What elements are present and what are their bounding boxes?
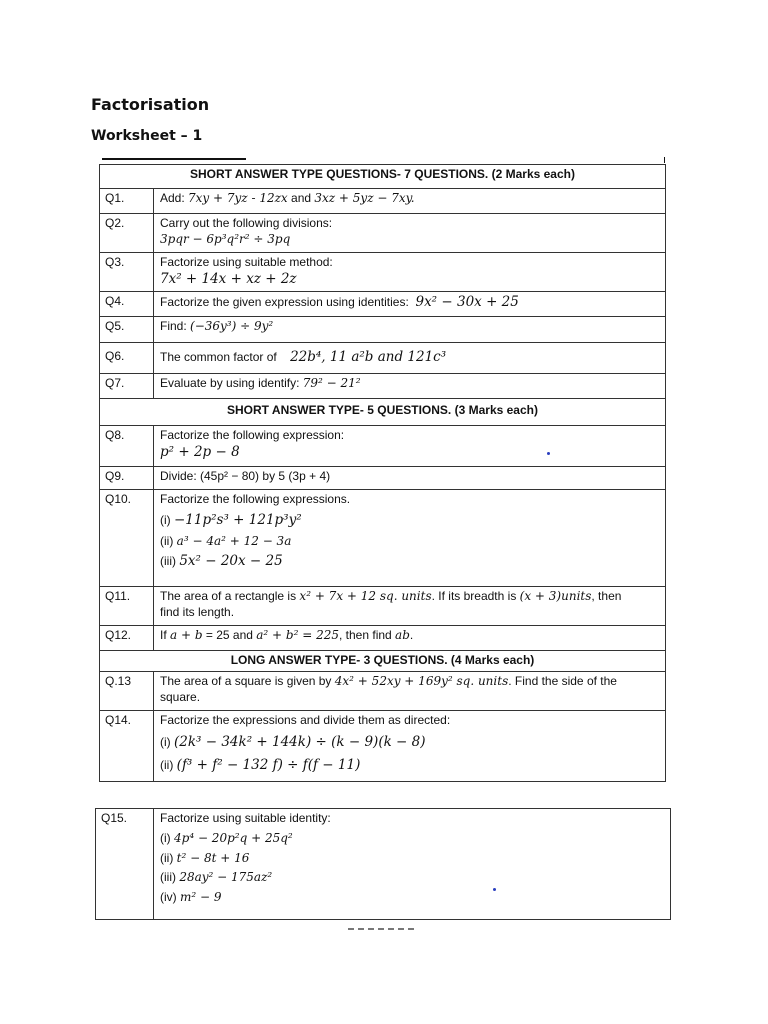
text: Divide: [160, 469, 201, 483]
text: , then find [339, 628, 396, 642]
question-number: Q5. [100, 317, 154, 343]
math-expr: a² + b² = 225 [256, 628, 339, 642]
part-label: (i) [160, 830, 174, 845]
text: Factorize the following expression: [160, 428, 345, 442]
question-number: Q4. [100, 292, 154, 317]
math-expr: a³ − 4a² + 12 − 3a [176, 533, 292, 548]
table-row [100, 711, 666, 782]
question-text [154, 317, 666, 343]
math-expr: (2k³ − 34k² + 144k) ÷ (k − 9)(k − 8) [174, 733, 426, 750]
part-label: (iii) [160, 870, 180, 885]
question-number: Q7. [100, 374, 154, 399]
question-number: Q10. [100, 490, 154, 587]
table-row [100, 626, 666, 651]
part-label: (ii) [160, 533, 177, 548]
question-text [154, 672, 666, 711]
text: . [409, 628, 414, 642]
math-expr: (−36y³) ÷ 9y² [190, 319, 274, 333]
question-text [154, 587, 666, 626]
question-number: Q6. [100, 343, 154, 374]
table-row [100, 426, 666, 467]
math-expr: (x + 3)units [519, 589, 592, 603]
question-number: Q8. [100, 426, 154, 467]
question-number: Q.13 [100, 672, 154, 711]
table-row [100, 490, 666, 587]
header-rule [102, 158, 246, 160]
math-expr: 7xy + 7yz - 12zx [188, 191, 288, 205]
table-row [100, 253, 666, 292]
table-row [96, 809, 671, 920]
section-header [100, 165, 666, 189]
question-text [154, 214, 666, 253]
text: Factorize the given expression using identities: [160, 295, 409, 309]
part-label: (ii) [160, 757, 177, 772]
page-title: Factorisation [91, 95, 210, 114]
math-expr: 4x² + 52xy + 169y² sq. units [334, 674, 509, 688]
section-header [100, 399, 666, 426]
math-expr: (45p² − 80) [200, 469, 260, 483]
text: find its length. [160, 604, 235, 619]
section-short-2marks: SHORT ANSWER TYPE QUESTIONS- 7 QUESTIONS. (2 Marks each) [100, 165, 666, 189]
part-label: (iv) [160, 890, 180, 905]
question-text [154, 626, 666, 651]
text: Factorize the following expressions. [160, 492, 351, 506]
question-text [154, 343, 666, 374]
stray-dot [547, 452, 550, 455]
text: Carry out the following divisions: [160, 216, 333, 230]
question-text [154, 426, 666, 467]
text: and [287, 191, 315, 205]
math-expr: 3pqr − 6p³q²r² ÷ 3pq [160, 231, 291, 246]
worksheet-table-q15 [95, 808, 671, 920]
text: . Find the side of the [508, 674, 617, 688]
math-expr: −11p²s³ + 121p³y² [174, 511, 302, 528]
text: If [160, 628, 171, 642]
text: Add: [160, 191, 189, 205]
question-text [154, 253, 666, 292]
stray-dot [493, 888, 496, 891]
text: Factorize using suitable method: [160, 255, 333, 269]
text: = 25 and [202, 628, 257, 642]
header-tick [664, 157, 665, 163]
table-row [100, 317, 666, 343]
table-row [100, 587, 666, 626]
footer-scribble [348, 928, 414, 930]
text: Factorize the expressions and divide them as directed: [160, 713, 451, 727]
question-number: Q9. [100, 467, 154, 490]
section-long-4marks: LONG ANSWER TYPE- 3 QUESTIONS. (4 Marks each) [100, 651, 666, 672]
table-row [100, 292, 666, 317]
math-expr: ab [395, 628, 410, 642]
text: The common factor of [160, 350, 277, 364]
table-row [100, 672, 666, 711]
table-row [100, 189, 666, 214]
math-expr: (f³ + f² − 132 f) ÷ f(f − 11) [176, 756, 361, 773]
table-row [100, 374, 666, 399]
text: square. [160, 689, 201, 704]
question-number: Q1. [100, 189, 154, 214]
table-row [100, 214, 666, 253]
math-expr: (3p + 4) [288, 469, 331, 483]
math-expr: 79² − 21² [302, 376, 361, 390]
part-label: (i) [160, 512, 174, 527]
question-number: Q14. [100, 711, 154, 782]
text: , then [591, 589, 622, 603]
question-text [154, 374, 666, 399]
table-row [100, 467, 666, 490]
question-text [154, 711, 666, 782]
question-number: Q15. [96, 809, 154, 920]
worksheet-table [99, 164, 666, 782]
part-label: (ii) [160, 850, 177, 865]
math-expr: p² + 2p − 8 [160, 443, 240, 460]
math-expr: 4p⁴ − 20p²q + 25q² [174, 830, 293, 845]
text: The area of a rectangle is [160, 589, 300, 603]
question-number: Q2. [100, 214, 154, 253]
text: Factorize using suitable identity: [160, 811, 331, 825]
question-text [154, 467, 666, 490]
question-text [154, 292, 666, 317]
math-expr: x² + 7x + 12 sq. units [299, 589, 432, 603]
math-expr: 22b⁴, 11 a²b and 121c³ [290, 349, 447, 365]
question-text [154, 809, 671, 920]
table-row [100, 343, 666, 374]
text: Find: [160, 319, 191, 333]
worksheet-subtitle: Worksheet – 1 [91, 128, 203, 144]
math-expr: t² − 8t + 16 [176, 850, 250, 865]
question-number: Q11. [100, 587, 154, 626]
part-label: (i) [160, 734, 174, 749]
section-header [100, 651, 666, 672]
math-expr: 5x² − 20x − 25 [179, 553, 283, 570]
text: . If its breadth is [431, 589, 520, 603]
part-label: (iii) [160, 554, 180, 569]
question-number: Q12. [100, 626, 154, 651]
math-expr: 28ay² − 175az² [179, 870, 273, 885]
section-short-3marks: SHORT ANSWER TYPE- 5 QUESTIONS. (3 Marks each) [100, 399, 666, 426]
math-expr: m² − 9 [180, 890, 222, 905]
text: The area of a square is given by [160, 674, 335, 688]
text: Evaluate by using identify: [160, 376, 303, 390]
question-text [154, 189, 666, 214]
question-text [154, 490, 666, 587]
text: by 5 [259, 469, 289, 483]
math-expr: 7x² + 14x + xz + 2z [160, 270, 297, 287]
math-expr: a + b [170, 628, 203, 642]
math-expr: 3xz + 5yz − 7xy. [314, 191, 415, 205]
question-number: Q3. [100, 253, 154, 292]
math-expr: 9x² − 30x + 25 [415, 294, 519, 310]
